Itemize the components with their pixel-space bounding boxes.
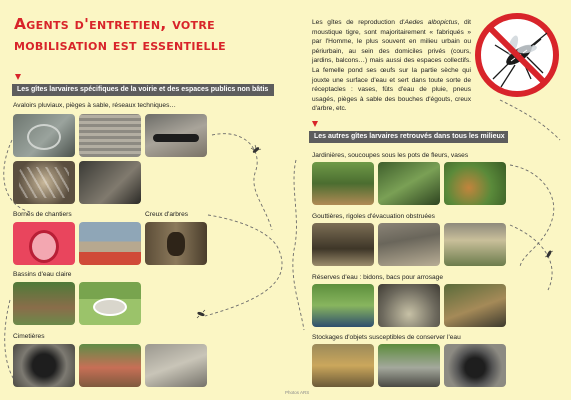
photo-watering-bin: [444, 284, 506, 327]
photo-credit: Photos ARS: [285, 390, 310, 395]
photo-water-tank: [378, 284, 440, 327]
photo-drain-grate: [13, 114, 75, 157]
section-arrow-icon: [15, 74, 21, 80]
photo-flower-pot: [79, 344, 141, 387]
species-name: Aedes albopictus: [404, 19, 458, 26]
photo-construction-barrier: [13, 222, 75, 265]
photo-garden-pond: [79, 282, 141, 325]
section-arrow-icon: [312, 121, 318, 127]
photo-grid-cover: [79, 114, 141, 157]
photo-roof-gutter: [444, 223, 506, 266]
right-section-header: Les autres gîtes larvaires retrouvés dans tous les milieux: [309, 131, 508, 143]
photo-stored-objects: [312, 344, 374, 387]
photo-fountain-basin: [13, 282, 75, 325]
category-jardinieres: Jardinières, soucoupes sous les pots de fleurs, vases: [312, 152, 469, 159]
category-reserves: Réserves d'eau : bidons, bacs pour arrosage: [312, 274, 444, 281]
intro-text-start: Les gîtes de reproduction d': [312, 19, 405, 26]
photo-used-tires: [444, 344, 506, 387]
category-creux: Creux d'arbres: [145, 211, 189, 218]
photo-gutter-clogged: [312, 223, 374, 266]
photo-street-barriers: [79, 222, 141, 265]
category-bassins: Bassins d'eau claire: [13, 271, 72, 278]
title-line-1: Agents d'entretien, votre: [14, 15, 215, 33]
photo-technical-network: [79, 161, 141, 204]
photo-sand-trap: [13, 161, 75, 204]
no-mosquito-icon: [471, 9, 563, 101]
category-cimetieres: Cimetières: [13, 333, 45, 340]
photo-drain-channel: [378, 223, 440, 266]
photo-tree-hollow: [145, 222, 207, 265]
photo-planter: [312, 162, 374, 205]
photo-grave-container: [145, 344, 207, 387]
category-bornes: Bornes de chantiers: [13, 211, 72, 218]
intro-text-end: , dit moustique tigre, sont majoritairement « fabriqués » par l'Homme, le plus souvent en milieu urbain ou périurbain, au sein des domiciles privés (cours, jardins, balcons…) mais aussi des espaces collectifs. La femelle pond ses œufs sur la partie sèche qui jouxte une surface d'eau et sert dans toute sorte de réceptacles : vases, fûts d'eau de pluie, pneus usagés, pièges à sable des bouches d'égouts, creux d'arbre, etc.: [312, 19, 471, 113]
photo-vase: [444, 162, 506, 205]
photo-stored-containers: [378, 344, 440, 387]
category-gouttieres: Gouttières, rigoles d'évacuation obstruées: [312, 213, 435, 220]
photo-road-gutter: [145, 114, 207, 157]
title-line-2: mobilisation est essentielle: [14, 36, 226, 54]
left-section-header: Les gîtes larvaires spécifiques de la voirie et des espaces publics non bâtis: [12, 84, 274, 96]
category-stockage: Stockages d'objets susceptibles de conserver l'eau: [312, 334, 461, 341]
photo-water-drum: [312, 284, 374, 327]
category-avaloirs: Avaloirs pluviaux, pièges à sable, réseaux techniques…: [13, 102, 176, 109]
intro-paragraph: [312, 18, 471, 114]
photo-cemetery-vase: [13, 344, 75, 387]
photo-saucer: [378, 162, 440, 205]
page-title: [14, 14, 304, 56]
